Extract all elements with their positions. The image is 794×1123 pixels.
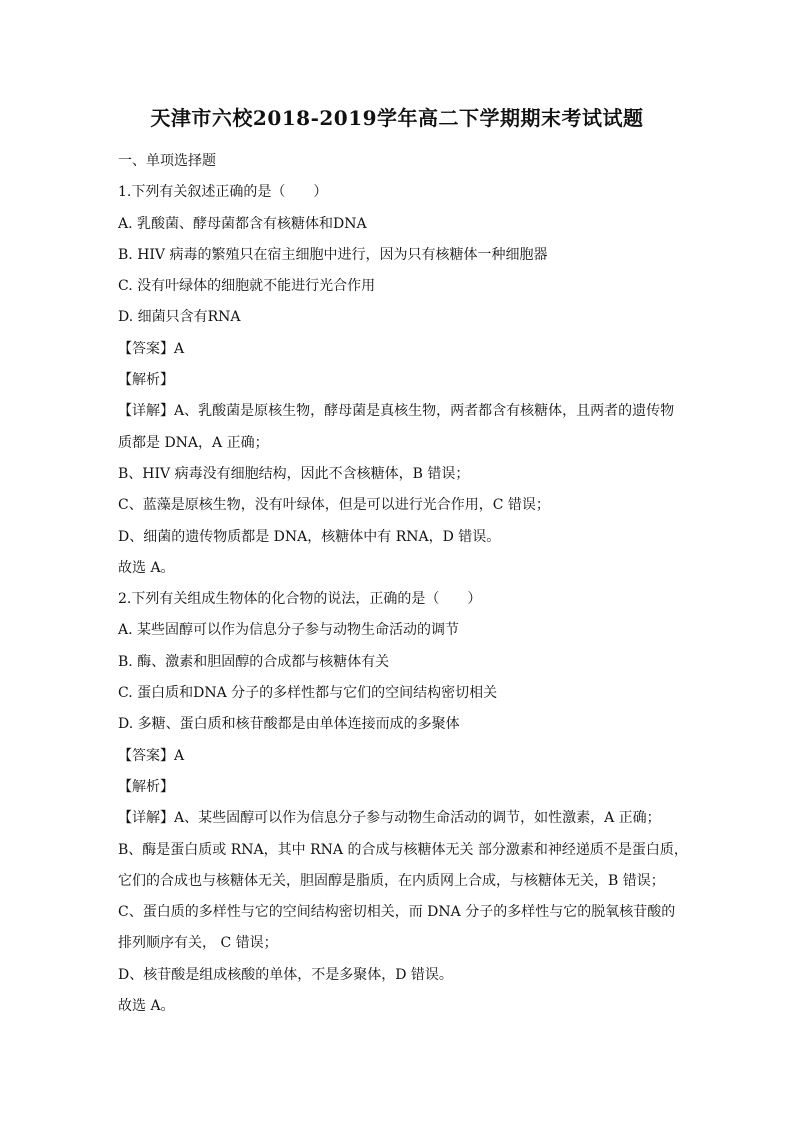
question-2-detail-line: 排列顺序有关， C 错误； xyxy=(118,935,278,952)
section-heading: 一、单项选择题 xyxy=(118,153,216,169)
question-2-analysis-label: 【解析】 xyxy=(118,778,174,795)
question-1-detail-line: D、细菌的遗传物质都是 DNA，核糖体中有 RNA，D 错误。 xyxy=(118,528,501,545)
question-1-detail-line: 【详解】A、乳酸菌是原核生物，酵母菌是真核生物，两者都含有核糖体，且两者的遗传物 xyxy=(118,403,675,420)
question-1-detail-line: C、蓝藻是原核生物，没有叶绿体，但是可以进行光合作用，C 错误； xyxy=(118,497,550,514)
question-1-option-b: B. HIV 病毒的繁殖只在宿主细胞中进行，因为只有核糖体一种细胞器 xyxy=(118,246,548,263)
question-1-option-c: C. 没有叶绿体的细胞就不能进行光合作用 xyxy=(118,278,376,295)
question-1-option-d: D. 细菌只含有RNA xyxy=(118,309,241,326)
question-2-detail-line: 【详解】A、某些固醇可以作为信息分子参与动物生命活动的调节，如性激素，A 正确； xyxy=(118,810,661,827)
question-2-conclusion: 故选 A。 xyxy=(118,998,175,1015)
question-2-option-b: B. 酶、激素和胆固醇的合成都与核糖体有关 xyxy=(118,653,390,670)
question-1-detail-line: 质都是 DNA，A 正确； xyxy=(118,434,269,451)
question-2-detail-line: D、核苷酸是组成核酸的单体，不是多聚体，D 错误。 xyxy=(118,966,453,983)
question-2-detail-line: C、蛋白质的多样性与它的空间结构密切相关，而 DNA 分子的多样性与它的脱氧核苷酸的 xyxy=(118,904,676,921)
question-2-option-d: D. 多糖、蛋白质和核苷酸都是由单体连接而成的多聚体 xyxy=(118,716,460,733)
document-body xyxy=(118,146,688,1022)
question-1-conclusion: 故选 A。 xyxy=(118,559,175,576)
question-2-detail-line: B、酶是蛋白质或 RNA，其中 RNA 的合成与核糖体无关 部分激素和神经递质不是蛋白质， xyxy=(118,841,688,858)
question-2-answer: 【答案】A xyxy=(118,747,185,764)
question-1-detail-line: B、HIV 病毒没有细胞结构，因此不含核糖体，B 错误； xyxy=(118,465,470,482)
document-title: 天津市六校2018-2019学年高二下学期期末考试试题 xyxy=(150,106,644,130)
question-1-stem: 1.下列有关叙述正确的是（ ） xyxy=(118,184,328,201)
question-1-answer: 【答案】A xyxy=(118,340,185,357)
question-2-option-a: A. 某些固醇可以作为信息分子参与动物生命活动的调节 xyxy=(118,622,460,639)
question-2-stem: 2.下列有关组成生物体的化合物的说法，正确的是（ ） xyxy=(118,591,482,608)
question-2-option-c: C. 蛋白质和DNA 分子的多样性都与它们的空间结构密切相关 xyxy=(118,685,498,702)
question-1-analysis-label: 【解析】 xyxy=(118,372,174,389)
question-1-option-a: A. 乳酸菌、酵母菌都含有核糖体和DNA xyxy=(118,215,367,232)
question-2-detail-line: 它们的合成也与核糖体无关，胆固醇是脂质，在内质网上合成，与核糖体无关，B 错误； xyxy=(118,872,665,889)
